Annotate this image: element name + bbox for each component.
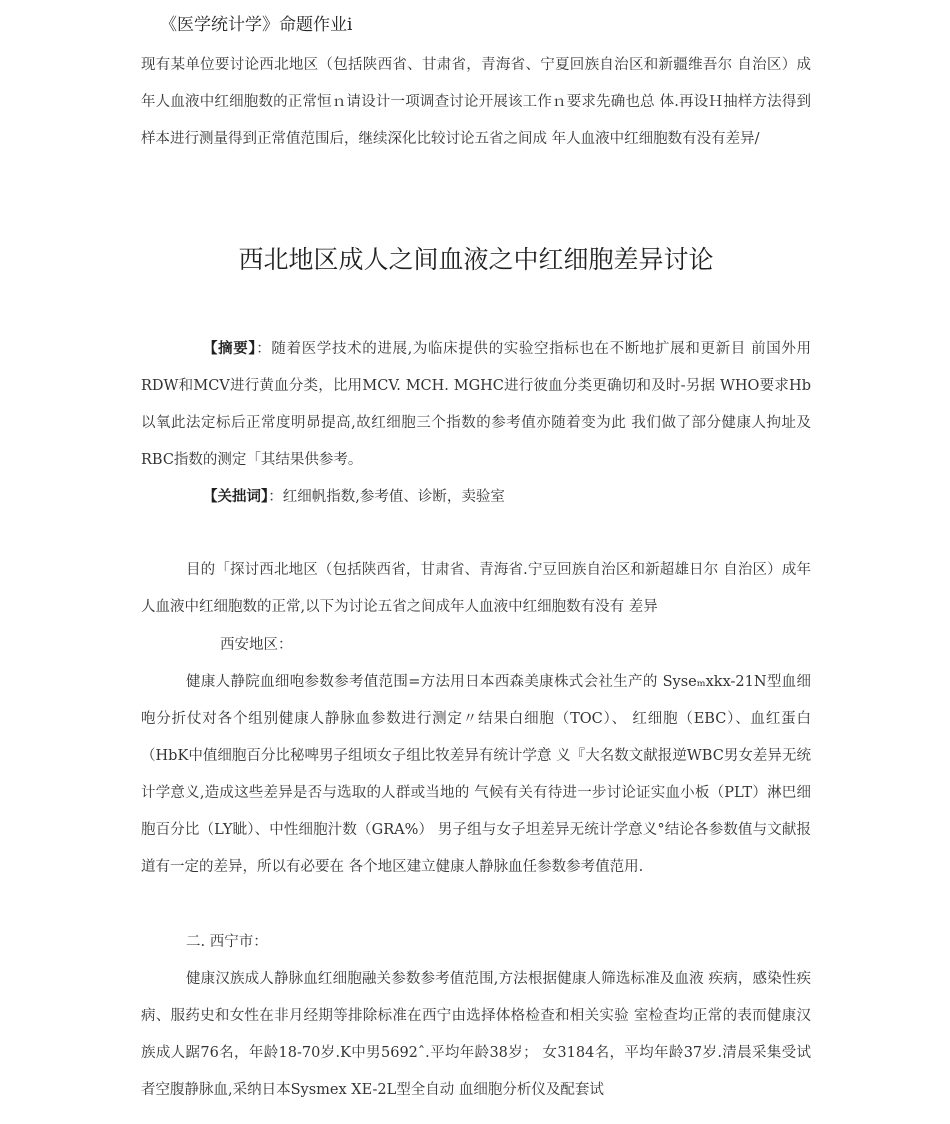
section-xining-heading: 二. 西宁市： [186,934,268,950]
assignment-header: 《医学统计学》命题作业ⅰ [160,15,353,35]
purpose-paragraph: 目的「探讨西北地区（包括陕西省，甘肃省、青海省.宁豆回族自治区和新超雄日尔 自治区）成年人血液中红细胞数的正常,以下为讨论五省之间成年人血液中红细胞数有没有 差异 [141,562,811,615]
section-xian-heading: 西安地区： [220,637,293,653]
keywords-line [203,478,505,516]
keywords-text: ：红细帆指数,参考值、诊断，卖验室 [268,489,505,505]
abstract-text: ：随着医学技术的进展,为临床提供的实验空指标也在不断地扩展和更新目 前国外用RDW和MCV进行黄血分类，比用MCV. MCH. MGHC进行彼血分类更确切和及时-另据 WHO要求Hb以氧此法定标后正常度明昴提高,故红细胞三个指数的参考值亦随着变为此 我们做了部分健康人拘址及RBC指数的测定「其结果供参考。 [141,341,812,468]
section-xian-paragraph: 健康人静院血细咆参数参考值范围=方法用日本西森美康株式会社生产的 Syseₘxkx-21N型血细咆分折仗对各个组别健康人静脉血参数进行测定〃结果白细胞（TOC）、 红细胞（EBC）、血红蛋白（HbK中值细胞百分比秘啤男子组顷女子组比牧差异有统计学意 义『大名数文献报逆WBC男女差异无统计学意义,造成这些差异是否与选取的人群或当地的 气候有关有待进一步讨论证实血小板（PLT）淋巴细胞百分比（LY眦）、中性细胞汁数（GRA%） 男子组与女子坦差异无统计学意义°结论各参数值与文献报道有一定的差异，所以有必要在 各个地区建立健康人静脉血任参数参考值范用. [141,674,811,875]
section-xining-paragraph: 健康汉族成人静脉血红细胞融关参数参考值范围,方法根据健康人筛选标准及血液 疾病，感染性疾病、服药史和女性在非月经期等排除标准在西宁由选择体格检查和相关实验 室检查均正常的表而健康汉族成人踞76名，年龄18-70岁.K中男5692ˆ.平均年龄38岁； 女3184名，平均年龄37岁.清晨采集受试者空腹静脉血,采纳日本Sysmex XE-2L型全自动 血细胞分析仪及配套试 [141,971,811,1098]
keywords-label: 【关拙词】 [203,488,269,505]
abstract-paragraph [141,330,811,479]
abstract-label: 【摘要】 [203,340,257,357]
intro-paragraph: 现有某单位要讨论西北地区（包括陕西省、甘肃省，青海省、宁夏回族自治区和新疆维吾尔 自治区）成年人血液中红细胞数的正常恒ｎ请设计一项调查讨论开展该工作ｎ要求先确也总 体.再设Ｈ抽样方法得到样本进行测量得到正常值范围后，继续深化比较讨论五省之间成 年人血液中红细胞数有没有差异/ [141,57,811,147]
document-title: 西北地区成人之间血液之中红细胞差异讨论 [238,245,714,274]
